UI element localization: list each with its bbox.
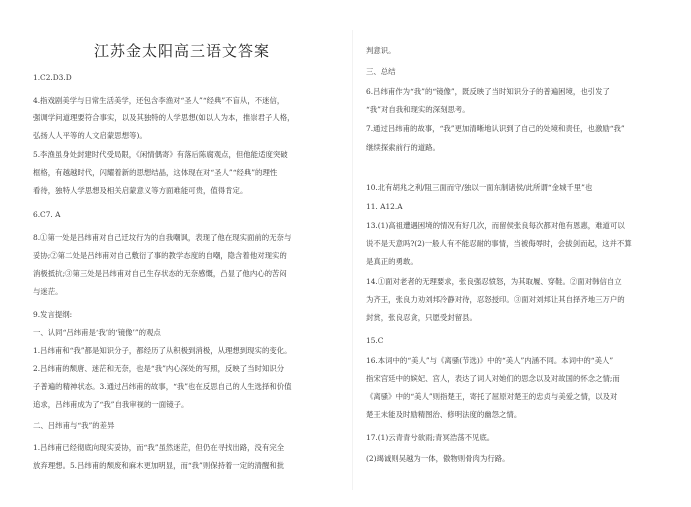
text-line: 是真正的勇敢。 — [366, 257, 418, 266]
text-line: 一、认同“吕纬甫是‘我’的‘镜像’”的观点 — [33, 328, 161, 337]
text-line: 与迷茫。 — [33, 287, 63, 296]
text-line: 楚王未能及时励精图治、修明法度的幽怨之情。 — [366, 410, 522, 419]
text-line: 7.通过吕纬甫的故事，“我”更加清晰地认识到了自己的处境和责任，也激励“我” — [366, 124, 625, 133]
text-line: 二、吕纬甫与“我”的差异 — [33, 421, 115, 430]
text-line: 2.吕纬甫的颓唐、迷茫和无奈，也是“我”内心深处的写照，反映了当时知识分 — [33, 364, 285, 373]
text-line: 弘扬人人平等的人文启蒙思想等)。 — [33, 131, 147, 140]
text-line: 判意识。 — [366, 46, 396, 55]
text-line: “我”对自我和现实的深刻思考。 — [366, 105, 470, 114]
text-line: 追求，吕纬甫成为了“我”自我审视的一面镜子。 — [33, 400, 189, 409]
text-line: (2)竭诚则吴越为一体，傲物则骨肉为行路。 — [366, 454, 510, 463]
column-divider — [352, 30, 353, 490]
text-line: 8.①第一处是吕纬甫对自己迁坟行为的自我嘲讽，表现了他在现实面前的无奈与 — [33, 233, 292, 242]
text-line: 1.吕纬甫和“我”都是知识分子，都经历了从积极到消极，从理想到现实的变化。 — [33, 346, 292, 355]
text-line: 1.吕纬甫已经彻底向现实妥协，而“我”虽然迷茫，但仍在寻找出路，没有完全 — [33, 443, 285, 452]
text-line: 强调学问道理要符合事实，以及其独特的人学思想(如以人为本，推崇君子人格， — [33, 113, 295, 122]
text-line: 4.指戏剧美学与日常生活美学，还包含李渔对“圣人”“经典”不盲从，不迷信， — [33, 96, 285, 105]
text-line: 封赏，张良忍贪，只愿受封留县。 — [366, 313, 477, 322]
text-line: 6.C7. A — [33, 210, 61, 219]
text-line: 9.发言提纲: — [33, 310, 73, 319]
text-line: 放弃理想。5.吕纬甫的颓废和麻木更加明显，而“我”则保持着一定的清醒和批 — [33, 461, 285, 470]
text-line: 16.本词中的“美人”与《离骚(节选)》中的“美人”内涵不同。本词中的“美人” — [366, 356, 614, 365]
text-line: 5.李渔虽身处封建时代受局限，《闲情偶寄》有落后陈腐观点，但他能适度突破 — [33, 150, 288, 159]
text-line: 17.(1)云青青兮欲雨;青冥浩荡不见底。 — [366, 433, 495, 442]
text-line: 15.C — [366, 336, 384, 345]
text-line: 《离骚》中的“美人”则指楚王，寄托了屈原对楚王的忠贞与美爱之情，以及对 — [366, 392, 618, 401]
text-line: 11. A12.A — [366, 202, 403, 211]
text-line: 10.北有胡兆之利/阻三面而守/独以一面东制诸侯/此所谓“金城千里”也 — [366, 183, 593, 192]
text-line: 6.吕纬甫作为“我”的“镜像”，既反映了当时知识分子的普遍困境，也引发了 — [366, 87, 610, 96]
document-title: 江苏金太阳高三语文答案 — [93, 42, 270, 60]
text-line: 消极抵抗;③第三处是吕纬甫对自己生存状态的无奈感慨，凸显了他内心的苦闷 — [33, 269, 287, 278]
text-line: 1.C2.D3.D — [33, 73, 72, 82]
text-line: 继续探索前行的道路。 — [366, 143, 440, 152]
text-line: 框格，有越越时代，闪耀着新的思想结晶，这体现在对“圣人”“经典”的理性 — [33, 168, 278, 177]
text-line: 看待，独特人学思想及相关启蒙意义等方面难能可贵，值得肯定。 — [33, 186, 248, 195]
text-line: 为齐王，张良力劝刘邦冷静对待，忍怒授印。③面对刘邦让其自择齐地三万户的 — [366, 295, 625, 304]
text-line: 说不是天意吗?(2)一般人有不能忍耐的事情，当被侮辱时，会拔剑而起，这并不算 — [366, 239, 632, 248]
text-line: 指宋宫廷中的嫔妃、宫人，表达了词人对她们的思念以及对故国的怀念之情;而 — [366, 374, 620, 383]
text-line: 妥协;②第二处是吕纬甫对自己敷衍了事的教学态度的自嘲，隐含着他对现实的 — [33, 251, 287, 260]
text-line: 14.①面对老者的无理要求，张良强忍愤怒，为其取履、穿鞋。②面对韩信自立 — [366, 277, 622, 286]
text-line: 子普遍的精神状态。3.通过吕纬甫的故事，“我”也在反思自己的人生选择和价值 — [33, 382, 292, 391]
text-line: 13.(1)高祖遭遇困境的情况有好几次，而留侯张良每次都对他有恩惠，难道可以 — [366, 221, 625, 230]
text-line: 三、总结 — [366, 67, 396, 76]
